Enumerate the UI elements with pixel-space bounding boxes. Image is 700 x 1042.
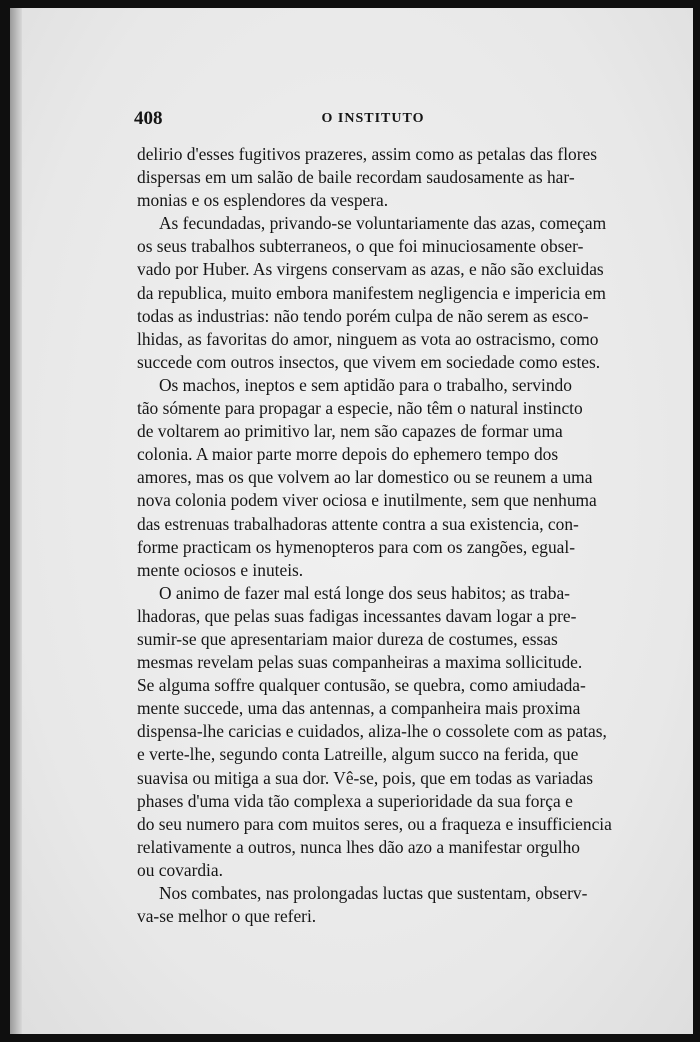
text-line: mente ociosos e inuteis. bbox=[137, 559, 304, 580]
text-line: todas as industrias: não tendo porém culpa de não serem as esco- bbox=[137, 305, 589, 326]
paragraph bbox=[137, 143, 614, 212]
text-line: delirio d'esses fugitivos prazeres, assim como as petalas das flores bbox=[137, 144, 597, 164]
text-line: os seus trabalhos subterraneos, o que foi minuciosamente obser- bbox=[137, 236, 584, 257]
text-line: amores, mas os que volvem ao lar domestico ou se reunem a uma bbox=[137, 467, 593, 488]
text-line: monias e os esplendores da vespera. bbox=[137, 190, 389, 211]
text-line: lhidas, as favoritas do amor, ninguem as vota ao ostracismo, como bbox=[137, 328, 599, 349]
text-line: vado por Huber. As virgens conservam as azas, e não são excluidas bbox=[137, 259, 604, 280]
paragraph bbox=[137, 212, 614, 374]
text-line: mente succede, uma das antennas, a companheira mais proxima bbox=[137, 698, 581, 719]
text-line: suavisa ou mitiga a sua dor. Vê-se, pois, que em todas as variadas bbox=[137, 767, 594, 788]
text-line: O animo de fazer mal está longe dos seus habitos; as traba- bbox=[159, 582, 570, 603]
text-line: de voltarem ao primitivo lar, nem são capazes de formar uma bbox=[137, 421, 563, 442]
text-line: ou covardia. bbox=[137, 859, 223, 880]
text-line: mesmas revelam pelas suas companheiras a maxima sollicitude. bbox=[137, 652, 583, 673]
text-line: nova colonia podem viver ociosa e inutilmente, sem que nenhuma bbox=[137, 490, 597, 511]
text-line: colonia. A maior parte morre depois do ephemero tempo dos bbox=[137, 444, 559, 465]
page-gutter-shadow bbox=[10, 8, 22, 1034]
text-line: relativamente a outros, nunca lhes dão azo a manifestar orgulho bbox=[137, 836, 580, 857]
paragraph bbox=[137, 882, 614, 928]
text-line: tão sómente para propagar a especie, não têm o natural instincto bbox=[137, 398, 583, 419]
text-line: Nos combates, nas prolongadas luctas que sustentam, observ- bbox=[159, 883, 588, 903]
text-line: Os machos, ineptos e sem aptidão para o trabalho, servindo bbox=[159, 374, 572, 395]
text-line: va-se melhor o que referi. bbox=[137, 906, 317, 927]
text-line: sumir-se que apresentariam maior dureza de costumes, essas bbox=[137, 628, 558, 649]
text-line: dispersas em um salão de baile recordam saudosamente as har- bbox=[137, 167, 575, 188]
text-line: dispensa-lhe caricias e cuidados, aliza-lhe o cossolete com as patas, bbox=[137, 721, 607, 742]
text-line: do seu numero para com muitos seres, ou a fraqueza e insufficiencia bbox=[137, 813, 612, 834]
text-line: forme practicam os hymenopteros para com os zangões, egual- bbox=[137, 536, 575, 557]
text-line: e verte-lhe, segundo conta Latreille, algum succo na ferida, que bbox=[137, 744, 579, 765]
text-line: lhadoras, que pelas suas fadigas incessantes davam logar a pre- bbox=[137, 605, 577, 626]
page-header bbox=[134, 108, 612, 138]
text-line: Se alguma soffre qualquer contusão, se quebra, como amiudada- bbox=[137, 675, 586, 696]
body-text bbox=[137, 143, 614, 928]
text-line: das estrenuas trabalhadoras attente contra a sua existencia, con- bbox=[137, 513, 579, 534]
paragraph bbox=[137, 582, 614, 882]
text-line: da republica, muito embora manifestem negligencia e impericia em bbox=[137, 282, 606, 303]
text-line: phases d'uma vida tão complexa a superioridade da sua força e bbox=[137, 790, 573, 811]
running-title: O INSTITUTO bbox=[321, 111, 425, 126]
paragraph bbox=[137, 374, 614, 582]
text-line: As fecundadas, privando-se voluntariamente das azas, começam bbox=[159, 213, 607, 234]
page-number: 408 bbox=[134, 108, 163, 129]
text-line: succede com outros insectos, que vivem em sociedade como estes. bbox=[137, 351, 601, 372]
